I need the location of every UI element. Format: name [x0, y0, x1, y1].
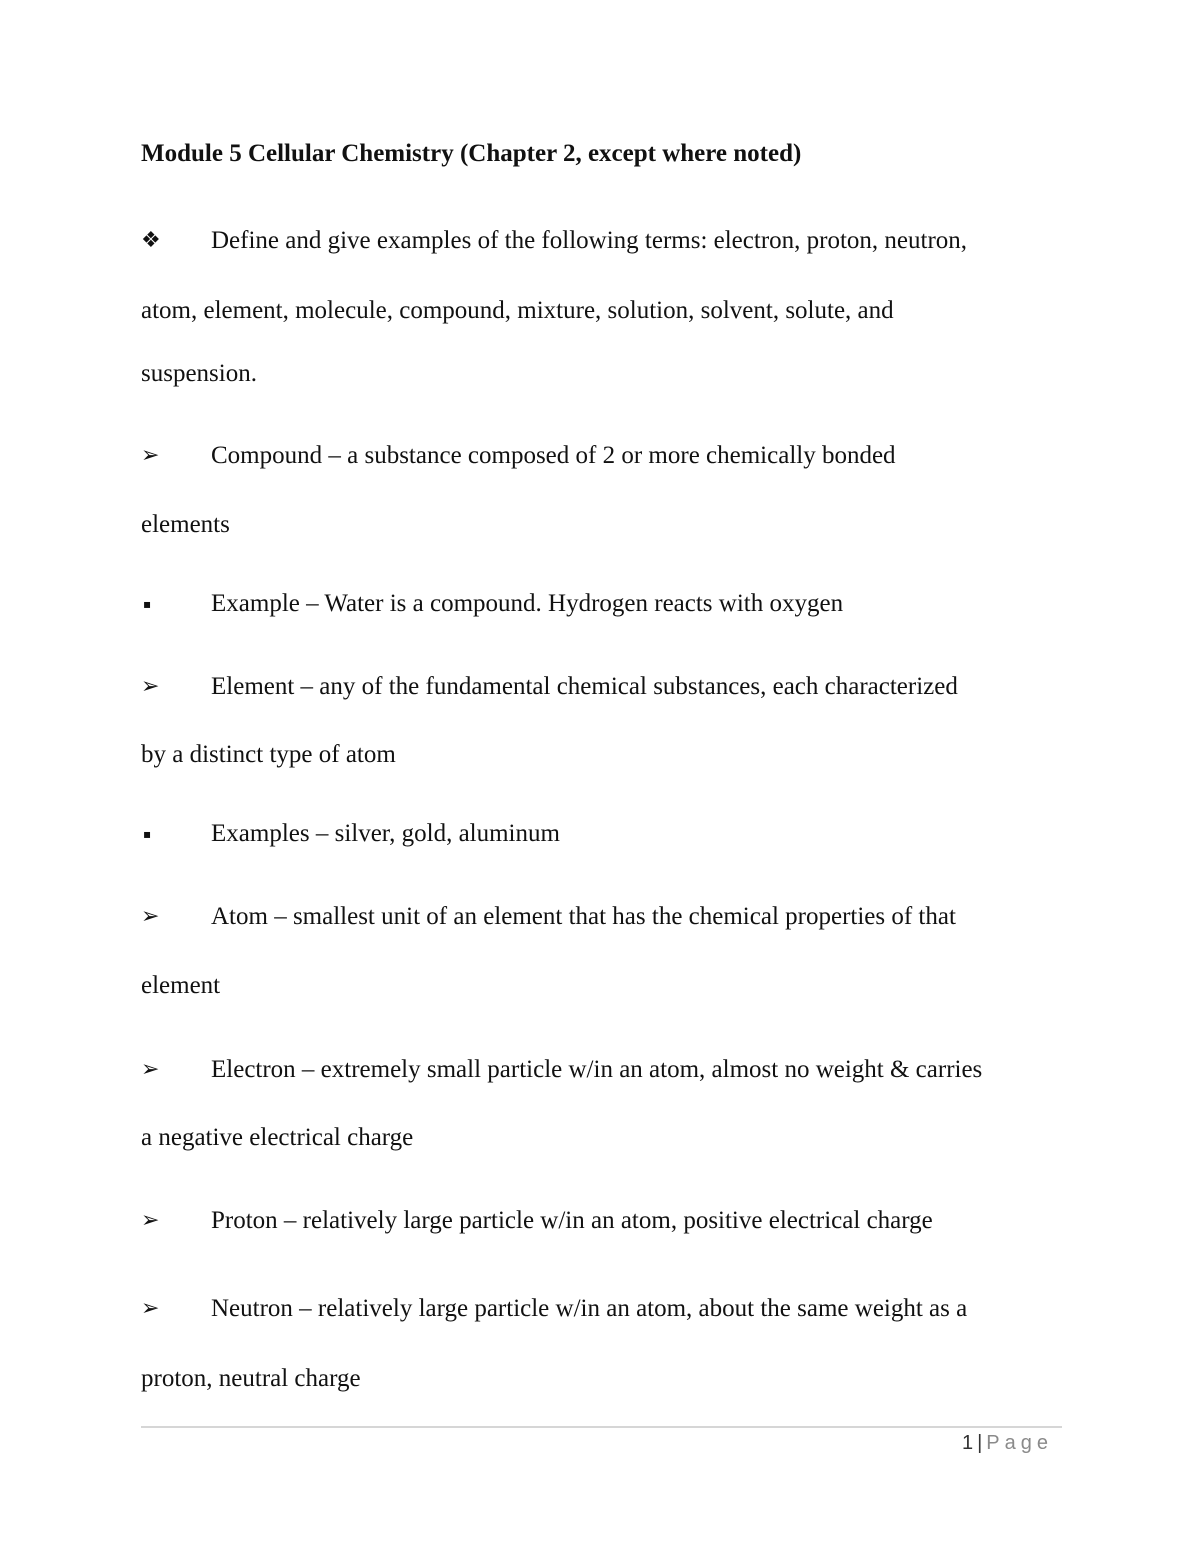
item-element-line-1: Element – any of the fundamental chemical substances, each characterized [211, 673, 958, 700]
arrow-bullet-icon: ➢ [141, 1296, 160, 1321]
page-label: Page [986, 1432, 1053, 1454]
arrow-bullet-icon: ➢ [141, 443, 160, 468]
arrow-bullet-icon: ➢ [141, 1057, 160, 1082]
intro-line-1: Define and give examples of the following terms: electron, proton, neutron, [211, 227, 968, 254]
page-number: 1 [961, 1432, 974, 1454]
document-title: Module 5 Cellular Chemistry (Chapter 2, except where noted) [141, 140, 802, 167]
item-element-line-2: by a distinct type of atom [141, 741, 396, 768]
arrow-bullet-icon: ➢ [141, 1208, 160, 1233]
arrow-bullet-icon: ➢ [141, 904, 160, 929]
item-proton-line-1: Proton – relatively large particle w/in an atom, positive electrical charge [211, 1207, 933, 1234]
item-examples-metals: Examples – silver, gold, aluminum [211, 820, 560, 847]
item-atom-line-1: Atom – smallest unit of an element that has the chemical properties of that [211, 903, 956, 930]
square-bullet-icon: ▪ [143, 827, 152, 841]
item-neutron-line-2: proton, neutral charge [141, 1365, 361, 1392]
footer-divider [141, 1426, 1062, 1428]
footer-separator: | [977, 1432, 983, 1454]
item-atom-line-2: element [141, 972, 221, 999]
item-compound-line-2: elements [141, 511, 230, 538]
item-neutron-line-1: Neutron – relatively large particle w/in an atom, about the same weight as a [211, 1295, 968, 1322]
intro-line-3: suspension. [141, 360, 257, 387]
item-electron-line-1: Electron – extremely small particle w/in an atom, almost no weight & carries [211, 1056, 983, 1083]
item-electron-line-2: a negative electrical charge [141, 1124, 414, 1151]
square-bullet-icon: ▪ [143, 597, 152, 611]
page-footer [962, 1432, 1053, 1455]
diamond-bullet-icon: ❖ [141, 228, 161, 253]
arrow-bullet-icon: ➢ [141, 674, 160, 699]
item-example-water: Example – Water is a compound. Hydrogen reacts with oxygen [211, 590, 844, 617]
intro-line-2: atom, element, molecule, compound, mixture, solution, solvent, solute, and [141, 297, 894, 324]
item-compound-line-1: Compound – a substance composed of 2 or more chemically bonded [211, 442, 896, 469]
